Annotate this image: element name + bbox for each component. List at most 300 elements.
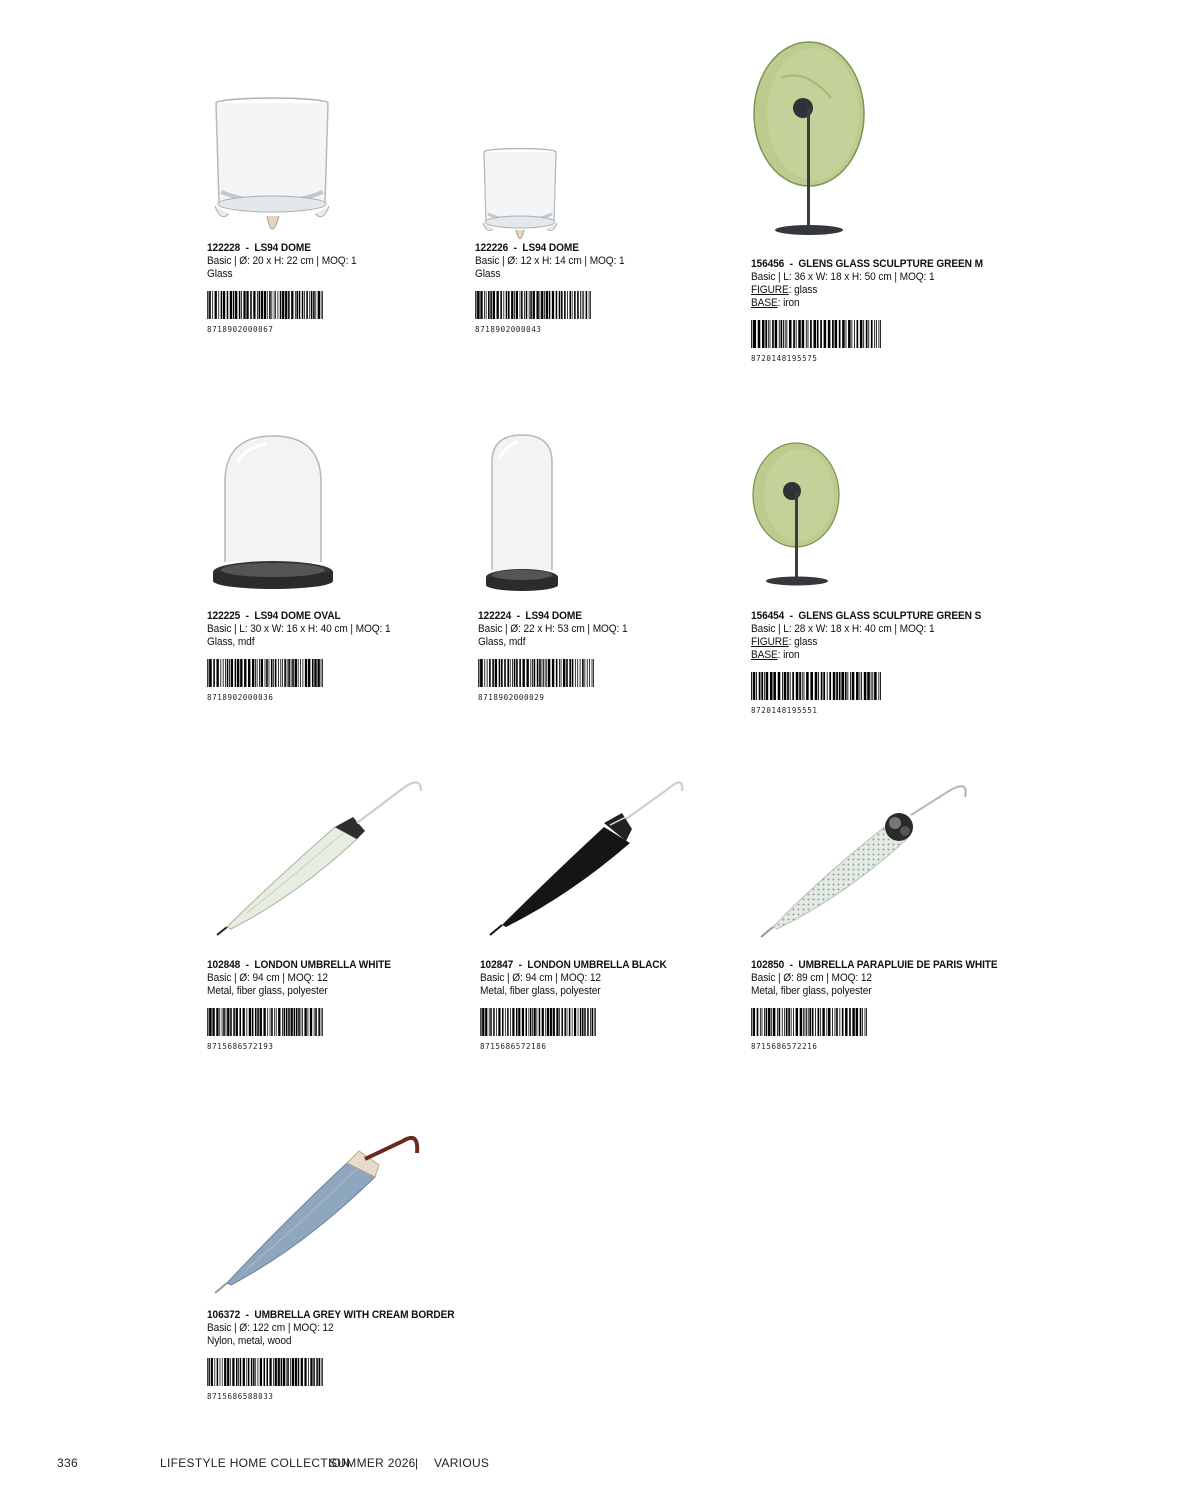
barcode-bar	[595, 1008, 596, 1036]
barcode-bar	[526, 1008, 527, 1036]
barcode-bar	[239, 1008, 241, 1036]
barcode-bar	[802, 320, 805, 348]
barcode-bar	[299, 291, 301, 319]
barcode-bar	[778, 672, 781, 700]
product-spec: Basic | Ø: 122 cm | MOQ: 12	[207, 1322, 334, 1334]
barcode-bar	[296, 1008, 298, 1036]
umbrella-white-icon	[207, 777, 457, 959]
barcode-bar	[227, 1008, 229, 1036]
barcode-bar	[783, 320, 784, 348]
barcode-bar	[852, 1008, 854, 1036]
barcode-bar	[548, 659, 550, 687]
barcode-bar	[770, 320, 771, 348]
product-card	[751, 38, 1001, 363]
barcode-bar	[237, 659, 239, 687]
barcode-bar	[522, 1008, 524, 1036]
barcode-bar	[508, 291, 510, 319]
barcode-bar	[546, 659, 547, 687]
barcode-bar	[490, 291, 492, 319]
barcode-bar	[880, 320, 881, 348]
barcode-bar	[302, 659, 303, 687]
barcode-bar	[222, 1358, 223, 1386]
barcode-bar	[514, 291, 515, 319]
barcode-bar	[321, 659, 322, 687]
barcode-bar	[512, 659, 513, 687]
barcode-bar	[759, 672, 761, 700]
barcode-bar	[569, 659, 571, 687]
barcode-bar	[751, 672, 752, 700]
barcode-bar	[796, 672, 799, 700]
barcode-bar	[547, 1008, 549, 1036]
barcode-bar	[249, 1008, 251, 1036]
barcode-bar	[544, 291, 545, 319]
barcode-bar	[782, 1008, 783, 1036]
barcode-bar	[284, 659, 286, 687]
barcode-bar	[322, 1358, 323, 1386]
barcode-bar	[295, 659, 297, 687]
barcode-bar	[209, 291, 211, 319]
barcode-bar	[223, 291, 225, 319]
barcode-bar	[546, 291, 548, 319]
barcode-bar	[559, 659, 560, 687]
barcode-bar	[820, 320, 822, 348]
barcode-bar	[236, 1008, 238, 1036]
umbrella-grey-icon	[207, 1129, 457, 1309]
barcode-bar	[536, 291, 538, 319]
barcode-bar	[566, 659, 568, 687]
barcode-bar	[220, 659, 221, 687]
barcode-bar	[832, 1008, 833, 1036]
barcode-bar	[866, 320, 868, 348]
barcode-bar	[817, 320, 819, 348]
barcode-bar	[246, 1008, 247, 1036]
barcode-bar	[243, 291, 245, 319]
barcode-bar	[496, 1008, 497, 1036]
barcode-bar	[575, 659, 576, 687]
product-card	[207, 92, 457, 334]
barcode-bar	[516, 291, 518, 319]
barcode-bar	[836, 1008, 838, 1036]
barcode-bar	[309, 291, 310, 319]
barcode-bar	[818, 672, 819, 700]
barcode-bar	[810, 672, 813, 700]
barcode-bar	[270, 1008, 271, 1036]
barcode-bar	[216, 659, 218, 687]
product-image	[751, 38, 1001, 258]
barcode-bar	[257, 1008, 259, 1036]
barcode-bar	[209, 659, 211, 687]
barcode-bar	[826, 1008, 827, 1036]
barcode-bar	[478, 659, 479, 687]
barcode-bar	[246, 291, 248, 319]
product-title: 102850 - UMBRELLA PARAPLUIE DE PARIS WHITE	[751, 959, 998, 971]
barcode-bar	[285, 291, 287, 319]
product-image	[207, 777, 457, 959]
barcode-bar	[488, 291, 490, 319]
ean-number: 8715686572216	[751, 1042, 818, 1051]
barcode-bar	[828, 320, 831, 348]
barcode-bar	[878, 320, 879, 348]
barcode-bar	[287, 659, 288, 687]
barcode-bar	[487, 659, 488, 687]
barcode-bar	[489, 659, 491, 687]
barcode-bar	[318, 291, 320, 319]
barcode-bar	[587, 659, 588, 687]
product-spec: Basic | Ø: 12 x H: 14 cm | MOQ: 1	[475, 255, 625, 267]
barcode-bar	[868, 320, 869, 348]
barcode-bar	[207, 1358, 208, 1386]
barcode-bar	[480, 291, 482, 319]
barcode-bar	[253, 1358, 254, 1386]
barcode-bar	[275, 659, 277, 687]
barcode-bar	[225, 659, 226, 687]
barcode-bar	[528, 1008, 529, 1036]
barcode-bar	[286, 1008, 288, 1036]
barcode-bar	[532, 1008, 533, 1036]
barcode-bar	[839, 320, 841, 348]
barcode-bar	[212, 1008, 214, 1036]
barcode-bar	[322, 291, 323, 319]
barcode-bar	[481, 1008, 482, 1036]
barcode-bar	[512, 1008, 514, 1036]
barcode-bar	[292, 1358, 294, 1386]
barcode-bar	[808, 1008, 809, 1036]
barcode-bar	[266, 659, 268, 687]
product-material: Metal, fiber glass, polyester	[207, 985, 328, 997]
barcode-bar	[274, 291, 275, 319]
barcode	[207, 1008, 323, 1036]
barcode	[751, 320, 881, 348]
product-image	[751, 440, 1001, 610]
barcode-bar	[782, 672, 783, 700]
barcode-bar	[269, 291, 271, 319]
ean-number: 8718902000067	[207, 325, 274, 334]
product-image	[751, 777, 1001, 959]
barcode-bar	[308, 1358, 309, 1386]
ean-number: 8718902000043	[475, 325, 542, 334]
barcode-bar	[808, 320, 809, 348]
barcode-bar	[541, 291, 543, 319]
barcode-bar	[506, 291, 508, 319]
barcode-bar	[781, 320, 783, 348]
barcode-bar	[827, 672, 828, 700]
barcode-bar	[823, 672, 825, 700]
barcode-bar	[230, 1008, 232, 1036]
barcode-bar	[302, 1008, 303, 1036]
barcode-bar	[321, 1008, 322, 1036]
barcode-bar	[871, 672, 872, 700]
barcode-bar	[574, 291, 576, 319]
barcode-bar	[489, 1008, 490, 1036]
footer-separator: |	[415, 1456, 419, 1470]
barcode-bar	[233, 1008, 235, 1036]
barcode-bar	[569, 291, 571, 319]
product-image	[475, 92, 725, 242]
product-card	[207, 777, 457, 1051]
barcode-bar	[250, 291, 252, 319]
barcode-bar	[485, 1008, 487, 1036]
barcode-bar	[321, 291, 322, 319]
barcode-bar	[207, 659, 208, 687]
barcode-bar	[230, 1358, 231, 1386]
barcode-bar	[283, 1358, 285, 1386]
product-spec: Basic | L: 36 x W: 18 x H: 50 cm | MOQ: 1	[751, 271, 935, 283]
barcode-bar	[580, 291, 581, 319]
barcode-bar	[223, 659, 224, 687]
barcode-bar	[269, 659, 270, 687]
barcode-bar	[577, 291, 579, 319]
ean-number: 8720148195575	[751, 354, 818, 363]
barcode-bar	[282, 291, 284, 319]
product-card	[751, 440, 1001, 715]
barcode-bar	[209, 1008, 210, 1036]
barcode-bar	[255, 1358, 256, 1386]
barcode	[751, 672, 881, 700]
barcode-bar	[507, 1008, 508, 1036]
barcode-bar	[265, 659, 266, 687]
barcode-bar	[216, 1008, 218, 1036]
barcode-bar	[582, 659, 584, 687]
barcode-bar	[499, 659, 501, 687]
barcode-bar	[291, 291, 293, 319]
barcode-bar	[818, 1008, 820, 1036]
barcode-bar	[208, 1358, 209, 1386]
barcode-bar	[861, 672, 862, 700]
barcode-bar	[787, 672, 789, 700]
umbrella-dotted-icon	[751, 777, 1001, 959]
barcode-bar	[259, 291, 261, 319]
barcode-bar	[530, 1008, 531, 1036]
barcode-bar	[845, 672, 847, 700]
product-spec: Basic | L: 28 x W: 18 x H: 40 cm | MOQ: 1	[751, 623, 935, 635]
barcode-bar	[227, 291, 229, 319]
barcode-bar	[574, 1008, 576, 1036]
barcode-bar	[292, 659, 294, 687]
barcode-bar	[257, 291, 258, 319]
barcode-bar	[762, 1008, 763, 1036]
barcode-bar	[765, 320, 767, 348]
barcode-bar	[545, 659, 546, 687]
barcode-bar	[589, 291, 590, 319]
barcode-bar	[766, 672, 769, 700]
barcode-bar	[559, 1008, 560, 1036]
barcode-bar	[504, 659, 506, 687]
barcode-bar	[820, 1008, 821, 1036]
barcode-bar	[519, 659, 521, 687]
barcode-bar	[217, 1358, 218, 1386]
glass-vase-icon	[207, 92, 457, 247]
ean-number: 8715686572193	[207, 1042, 274, 1051]
barcode-bar	[314, 659, 316, 687]
barcode-bar	[860, 320, 863, 348]
barcode-bar	[829, 672, 831, 700]
barcode	[480, 1008, 596, 1036]
barcode-bar	[255, 659, 256, 687]
barcode-bar	[856, 1008, 858, 1036]
barcode-bar	[281, 1358, 282, 1386]
barcode-bar	[224, 1358, 226, 1386]
barcode-bar	[261, 291, 263, 319]
barcode-bar	[773, 672, 776, 700]
barcode-bar	[860, 1008, 862, 1036]
barcode-bar	[209, 291, 210, 319]
barcode-bar	[530, 291, 532, 319]
barcode-bar	[760, 1008, 761, 1036]
barcode-bar	[312, 659, 314, 687]
barcode-bar	[518, 1008, 520, 1036]
barcode	[478, 659, 594, 687]
barcode-bar	[856, 672, 859, 700]
barcode-bar	[864, 672, 867, 700]
product-material: Glass, mdf	[478, 636, 526, 648]
barcode-bar	[556, 1008, 558, 1036]
product-image	[478, 432, 728, 610]
barcode-bar	[845, 1008, 847, 1036]
barcode-bar	[302, 291, 304, 319]
barcode-bar	[274, 1008, 275, 1036]
barcode-bar	[291, 1008, 293, 1036]
barcode-bar	[849, 1008, 851, 1036]
barcode-bar	[754, 320, 757, 348]
barcode-bar	[480, 1008, 481, 1036]
product-card	[207, 432, 457, 702]
barcode-bar	[556, 659, 558, 687]
barcode-bar	[253, 291, 255, 319]
barcode-bar	[282, 1008, 283, 1036]
barcode-bar	[839, 672, 841, 700]
barcode-bar	[850, 672, 851, 700]
product-card	[475, 92, 725, 334]
barcode-bar	[278, 1008, 280, 1036]
barcode-bar	[503, 291, 504, 319]
barcode-bar	[540, 291, 541, 319]
barcode-bar	[304, 1008, 306, 1036]
product-image	[207, 432, 457, 610]
product-title: 106372 - UMBRELLA GREY WITH CREAM BORDER	[207, 1309, 455, 1321]
barcode-bar	[248, 659, 250, 687]
barcode-bar	[520, 291, 521, 319]
barcode-bar	[567, 1008, 568, 1036]
barcode-bar	[252, 1008, 254, 1036]
barcode-bar	[587, 1008, 588, 1036]
product-spec: Basic | Ø: 94 cm | MOQ: 12	[207, 972, 328, 984]
barcode-bar	[592, 659, 593, 687]
barcode-bar	[516, 1008, 517, 1036]
barcode-bar	[318, 1008, 320, 1036]
barcode-bar	[806, 672, 809, 700]
barcode-bar	[226, 1008, 227, 1036]
barcode-bar	[284, 1008, 286, 1036]
barcode-bar	[810, 320, 812, 348]
barcode-bar	[477, 291, 478, 319]
barcode-bar	[880, 672, 881, 700]
barcode-bar	[282, 659, 283, 687]
barcode-bar	[304, 291, 305, 319]
barcode-bar	[828, 1008, 830, 1036]
barcode-bar	[259, 659, 260, 687]
barcode-bar	[805, 1008, 806, 1036]
barcode-bar	[857, 320, 859, 348]
barcode-bar	[278, 1358, 280, 1386]
barcode-bar	[584, 1008, 585, 1036]
barcode-bar	[298, 1358, 299, 1386]
barcode-bar	[534, 659, 536, 687]
barcode-bar	[561, 1008, 562, 1036]
barcode-bar	[578, 1008, 579, 1036]
barcode-bar	[516, 659, 518, 687]
barcode-bar	[793, 320, 795, 348]
barcode-bar	[209, 659, 210, 687]
barcode-bar	[207, 291, 208, 319]
barcode-bar	[260, 1008, 262, 1036]
barcode-bar	[229, 659, 230, 687]
barcode-bar	[482, 1008, 484, 1036]
barcode-bar	[771, 1008, 772, 1036]
barcode-bar	[545, 1008, 546, 1036]
barcode-bar	[754, 672, 756, 700]
barcode-bar	[308, 659, 310, 687]
barcode	[475, 291, 591, 319]
product-title: 102847 - LONDON UMBRELLA BLACK	[480, 959, 667, 971]
barcode-bar	[507, 659, 509, 687]
barcode-bar	[230, 291, 232, 319]
barcode-bar	[561, 659, 562, 687]
barcode-bar	[533, 291, 535, 319]
barcode-bar	[859, 672, 860, 700]
barcode-bar	[851, 320, 852, 348]
barcode-bar	[580, 659, 581, 687]
barcode-bar	[563, 659, 565, 687]
product-material: Metal, fiber glass, polyester	[480, 985, 601, 997]
barcode-bar	[802, 672, 803, 700]
barcode-bar	[534, 1008, 536, 1036]
barcode-bar	[310, 1008, 312, 1036]
barcode-bar	[261, 659, 263, 687]
barcode-bar	[876, 320, 877, 348]
ean-number: 8720148195551	[751, 706, 818, 715]
barcode-bar	[477, 291, 479, 319]
barcode-bar	[273, 1358, 274, 1386]
barcode-bar	[505, 1008, 506, 1036]
barcode-bar	[821, 672, 823, 700]
barcode-bar	[839, 1008, 840, 1036]
barcode-bar	[209, 1008, 211, 1036]
barcode-bar	[486, 291, 487, 319]
barcode-bar	[238, 1358, 239, 1386]
barcode-bar	[319, 1358, 320, 1386]
barcode-bar	[480, 659, 482, 687]
barcode-bar	[764, 1008, 765, 1036]
barcode-bar	[542, 659, 543, 687]
product-figure: FIGURE: glass	[751, 284, 818, 296]
barcode-bar	[751, 320, 752, 348]
barcode-bar	[556, 291, 558, 319]
barcode-bar	[235, 291, 237, 319]
barcode-bar	[271, 1008, 273, 1036]
barcode-bar	[310, 1358, 312, 1386]
barcode	[207, 291, 323, 319]
barcode-bar	[785, 320, 786, 348]
barcode-bar	[306, 291, 308, 319]
barcode-bar	[756, 672, 757, 700]
barcode-bar	[264, 291, 266, 319]
barcode-bar	[582, 1008, 583, 1036]
glass-disc-sculpture-small-icon	[751, 440, 1001, 610]
barcode-bar	[510, 659, 511, 687]
barcode-bar	[773, 1008, 775, 1036]
product-spec: Basic | Ø: 94 cm | MOQ: 12	[480, 972, 601, 984]
barcode-bar	[244, 659, 246, 687]
